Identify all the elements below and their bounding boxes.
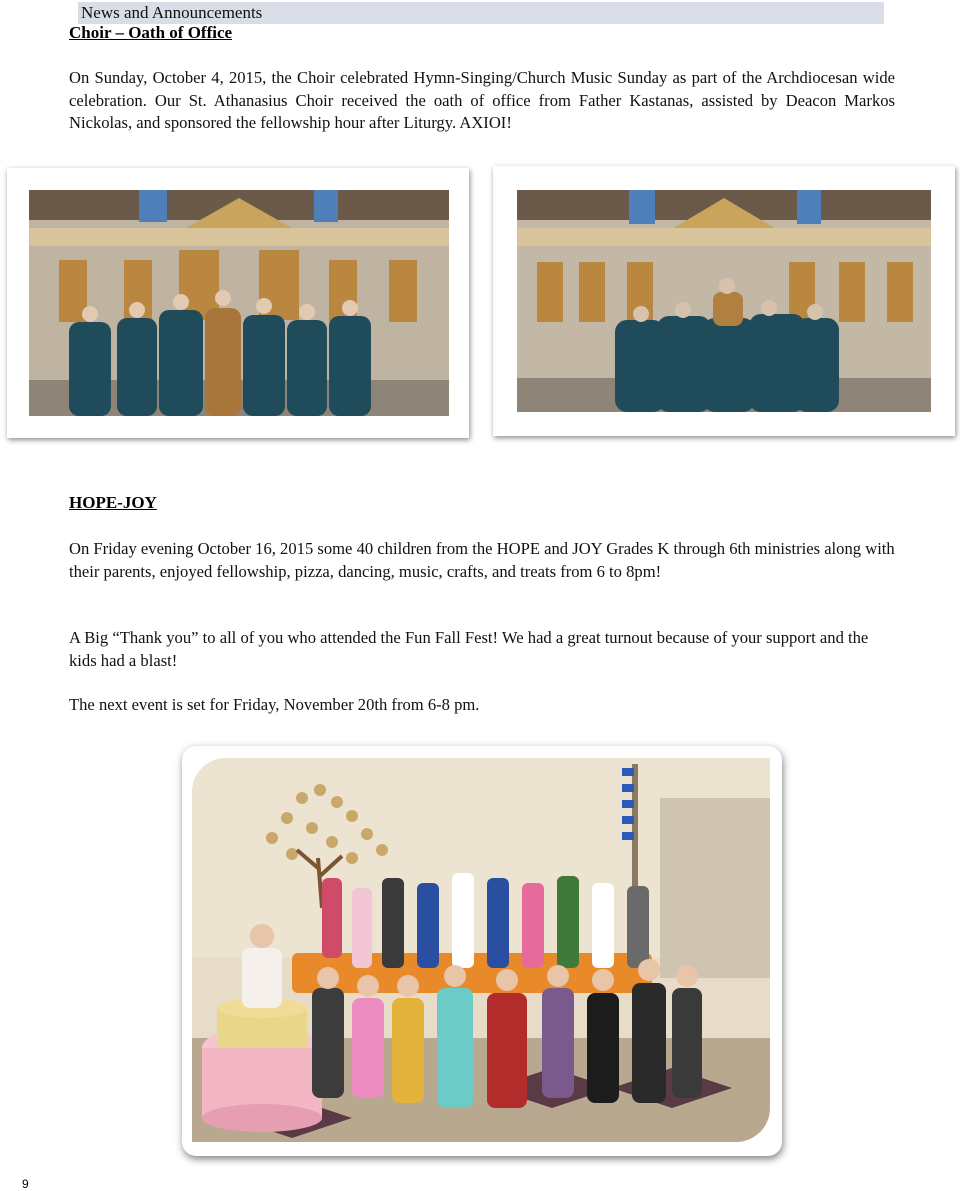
choir-photo-right (493, 166, 955, 436)
page-header-title: News and Announcements (81, 3, 263, 22)
choir-paragraph: On Sunday, October 4, 2015, the Choir celebrated Hymn-Singing/Church Music Sunday as part of the Archdiocesan wide celebration. Our St. Athanasius Choir received the oath of office from Father Kastanas, assisted by Deacon Markos Nickolas, and sponsored the fellowship hour after Liturgy. AXIOI! (69, 68, 895, 132)
hopejoy-paragraph-3: The next event is set for Friday, November 20th from 6-8 pm. (69, 695, 480, 714)
choir-heading: Choir – Oath of Office (69, 23, 233, 42)
hopejoy-heading: HOPE-JOY (69, 493, 157, 512)
fall-fest-photo (182, 746, 782, 1156)
choir-photo-left (7, 168, 469, 438)
hopejoy-paragraph-2: A Big “Thank you” to all of you who attended the Fun Fall Fest! We had a great turnout because of your support and the kids had a blast! (69, 628, 869, 670)
page-number: 9 (22, 1177, 29, 1191)
hopejoy-paragraph-1: On Friday evening October 16, 2015 some 40 children from the HOPE and JOY Grades K through 6th ministries along with their parents, enjoyed fellowship, pizza, dancing, music, crafts, and treats from 6 to 8pm! (69, 539, 895, 581)
header-bar (78, 2, 884, 24)
